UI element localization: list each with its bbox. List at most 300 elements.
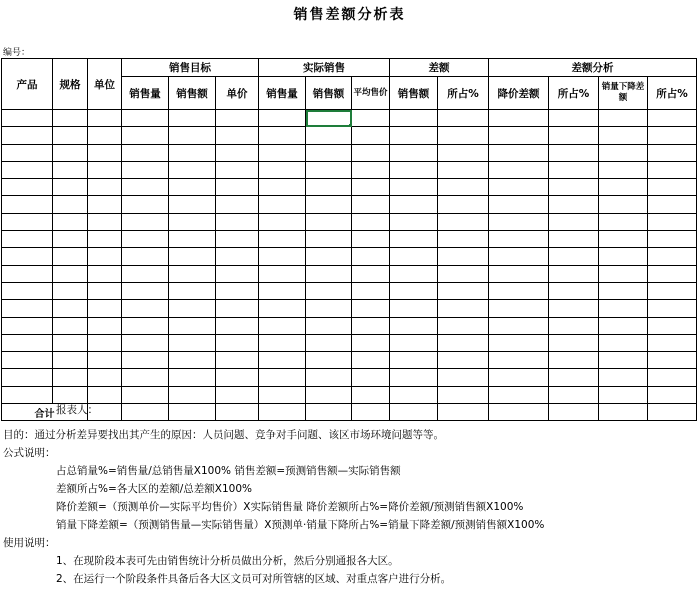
table-cell[interactable] [88, 300, 122, 317]
table-cell[interactable] [169, 282, 216, 299]
table-cell[interactable] [352, 369, 390, 386]
reporter-label: 报表人： [56, 404, 98, 416]
table-cell[interactable] [438, 317, 489, 334]
table-cell[interactable] [599, 231, 648, 248]
table-cell[interactable] [648, 161, 697, 178]
table-cell[interactable] [390, 352, 438, 369]
table-cell[interactable] [216, 248, 259, 265]
table-cell[interactable] [549, 110, 599, 127]
table-cell[interactable] [216, 161, 259, 178]
table-row [2, 213, 697, 230]
table-cell[interactable] [122, 317, 169, 334]
table-cell[interactable] [122, 144, 169, 161]
table-cell[interactable] [549, 282, 599, 299]
table-cell[interactable] [169, 334, 216, 351]
table-cell[interactable] [88, 231, 122, 248]
table-cell[interactable] [259, 317, 306, 334]
table-cell[interactable] [306, 161, 352, 178]
table-cell[interactable] [259, 300, 306, 317]
table-cell[interactable] [306, 265, 352, 282]
table-cell[interactable] [2, 196, 53, 213]
header-volume-drop[interactable]: 销量下降差额 [599, 77, 648, 110]
table-cell[interactable] [549, 334, 599, 351]
table-cell[interactable] [216, 282, 259, 299]
header-group-analysis[interactable]: 差额分析 [489, 59, 697, 77]
table-cell[interactable] [648, 213, 697, 230]
table-cell[interactable] [2, 282, 53, 299]
table-cell[interactable] [259, 213, 306, 230]
table-cell[interactable] [599, 144, 648, 161]
header-product[interactable]: 产品 [2, 59, 53, 110]
table-cell[interactable] [122, 213, 169, 230]
table-cell[interactable] [259, 231, 306, 248]
table-cell[interactable] [489, 386, 549, 403]
table-cell[interactable] [216, 265, 259, 282]
table-cell[interactable] [438, 161, 489, 178]
table-cell[interactable] [169, 248, 216, 265]
table-cell[interactable] [306, 248, 352, 265]
table-cell[interactable] [599, 179, 648, 196]
table-cell[interactable] [216, 386, 259, 403]
table-cell[interactable] [88, 144, 122, 161]
table-cell[interactable] [599, 127, 648, 144]
table-cell[interactable] [390, 231, 438, 248]
table-cell[interactable] [489, 317, 549, 334]
table-cell[interactable] [438, 248, 489, 265]
table-cell[interactable] [390, 127, 438, 144]
table-cell[interactable] [352, 127, 390, 144]
table-cell[interactable] [306, 127, 352, 144]
table-cell[interactable] [122, 369, 169, 386]
table-cell[interactable] [122, 161, 169, 178]
table-cell[interactable] [306, 386, 352, 403]
table-cell[interactable] [489, 161, 549, 178]
table-cell[interactable] [549, 352, 599, 369]
table-cell[interactable] [438, 404, 489, 421]
table-cell[interactable] [259, 386, 306, 403]
table-cell[interactable] [122, 127, 169, 144]
table-cell[interactable] [438, 369, 489, 386]
table-cell[interactable] [648, 265, 697, 282]
table-cell[interactable] [169, 213, 216, 230]
table-cell[interactable] [352, 231, 390, 248]
table-cell[interactable] [2, 352, 53, 369]
table-cell[interactable] [306, 334, 352, 351]
table-cell[interactable] [390, 282, 438, 299]
header-actual-amount[interactable]: 销售额 [306, 77, 352, 110]
table-cell[interactable] [352, 282, 390, 299]
table-cell[interactable] [489, 248, 549, 265]
total-label[interactable]: 合计 [2, 404, 88, 421]
table-cell[interactable] [88, 161, 122, 178]
table-cell[interactable] [216, 404, 259, 421]
table-cell[interactable] [599, 213, 648, 230]
table-cell[interactable] [599, 282, 648, 299]
table-cell[interactable] [122, 352, 169, 369]
table-cell[interactable] [306, 213, 352, 230]
table-cell[interactable] [53, 369, 88, 386]
table-cell[interactable] [438, 144, 489, 161]
table-cell[interactable] [549, 144, 599, 161]
table-cell[interactable] [306, 352, 352, 369]
table-cell[interactable] [438, 334, 489, 351]
table-cell[interactable] [648, 404, 697, 421]
table-cell[interactable] [2, 317, 53, 334]
table-cell[interactable] [489, 404, 549, 421]
table-cell[interactable] [438, 196, 489, 213]
header-group-diff[interactable]: 差额 [390, 59, 489, 77]
table-cell[interactable] [390, 265, 438, 282]
formula-line: 占总销量%=销售量/总销售量X100% 销售差额=预测销售额—实际销售额 [56, 465, 401, 477]
table-cell[interactable] [216, 231, 259, 248]
table-cell[interactable] [599, 110, 648, 127]
table-cell[interactable] [88, 127, 122, 144]
table-cell[interactable] [352, 161, 390, 178]
table-cell[interactable] [259, 248, 306, 265]
table-cell[interactable] [122, 404, 169, 421]
table-cell[interactable] [438, 352, 489, 369]
table-cell[interactable] [259, 334, 306, 351]
table-cell[interactable] [169, 265, 216, 282]
table-row [2, 161, 697, 178]
header-volume-drop-pct[interactable]: 所占% [648, 77, 697, 110]
table-cell[interactable] [352, 179, 390, 196]
table-cell[interactable] [2, 110, 53, 127]
table-cell[interactable] [216, 369, 259, 386]
table-cell[interactable] [259, 144, 306, 161]
table-cell[interactable] [169, 404, 216, 421]
table-cell[interactable] [53, 317, 88, 334]
table-cell[interactable] [489, 369, 549, 386]
table-cell[interactable] [169, 144, 216, 161]
table-cell[interactable] [306, 231, 352, 248]
table-cell[interactable] [122, 334, 169, 351]
table-cell[interactable] [53, 110, 88, 127]
table-cell[interactable] [306, 317, 352, 334]
table-cell[interactable] [390, 213, 438, 230]
header-actual-qty[interactable]: 销售量 [259, 77, 306, 110]
table-cell[interactable] [306, 144, 352, 161]
table-cell[interactable] [88, 282, 122, 299]
table-cell[interactable] [599, 404, 648, 421]
table-cell[interactable] [599, 334, 648, 351]
table-cell[interactable] [352, 300, 390, 317]
table-cell[interactable] [352, 404, 390, 421]
table-cell[interactable] [259, 352, 306, 369]
table-row [2, 248, 697, 265]
table-cell[interactable] [390, 386, 438, 403]
serial-number-label: 编号： [3, 48, 31, 58]
header-group-target[interactable]: 销售目标 [122, 59, 259, 77]
table-cell[interactable] [88, 196, 122, 213]
table-cell[interactable] [306, 369, 352, 386]
table-cell[interactable] [169, 231, 216, 248]
table-cell[interactable] [216, 352, 259, 369]
table-cell[interactable] [2, 265, 53, 282]
table-cell[interactable] [549, 179, 599, 196]
table-cell[interactable] [438, 282, 489, 299]
table-cell[interactable] [599, 161, 648, 178]
table-cell[interactable] [122, 231, 169, 248]
table-cell[interactable] [599, 248, 648, 265]
header-avg-price[interactable]: 平均售价 [352, 77, 390, 110]
table-cell[interactable] [489, 282, 549, 299]
header-unit[interactable]: 单位 [88, 59, 122, 110]
table-cell[interactable] [169, 386, 216, 403]
table-cell[interactable] [549, 196, 599, 213]
table-row [2, 282, 697, 299]
header-target-amount[interactable]: 销售额 [169, 77, 216, 110]
table-cell[interactable] [169, 161, 216, 178]
table-cell[interactable] [2, 386, 53, 403]
table-cell[interactable] [216, 127, 259, 144]
table-cell[interactable] [53, 213, 88, 230]
table-cell[interactable] [122, 196, 169, 213]
table-cell[interactable] [599, 300, 648, 317]
table-cell[interactable] [549, 231, 599, 248]
table-cell[interactable] [2, 213, 53, 230]
table-cell[interactable] [352, 265, 390, 282]
table-cell[interactable] [352, 144, 390, 161]
table-cell[interactable] [390, 161, 438, 178]
table-cell[interactable] [259, 161, 306, 178]
table-cell[interactable] [390, 369, 438, 386]
table-cell[interactable] [489, 300, 549, 317]
table-cell[interactable] [216, 196, 259, 213]
table-cell[interactable] [599, 386, 648, 403]
table-cell[interactable] [53, 282, 88, 299]
table-cell[interactable] [489, 231, 549, 248]
table-cell[interactable] [390, 179, 438, 196]
table-cell[interactable] [352, 317, 390, 334]
table-cell[interactable] [352, 386, 390, 403]
table-cell[interactable] [88, 334, 122, 351]
table-cell[interactable] [648, 196, 697, 213]
header-price-drop-pct[interactable]: 所占% [549, 77, 599, 110]
header-diff-pct[interactable]: 所占% [438, 77, 489, 110]
table-row [2, 179, 697, 196]
table-cell[interactable] [438, 231, 489, 248]
table-cell[interactable] [489, 196, 549, 213]
table-cell[interactable] [648, 300, 697, 317]
table-cell[interactable] [122, 248, 169, 265]
header-target-qty[interactable]: 销售量 [122, 77, 169, 110]
table-cell[interactable] [489, 144, 549, 161]
table-cell[interactable] [88, 386, 122, 403]
table-row [2, 144, 697, 161]
table-cell[interactable] [306, 300, 352, 317]
table-cell[interactable] [53, 300, 88, 317]
table-cell[interactable] [169, 352, 216, 369]
table-cell[interactable] [88, 248, 122, 265]
table-cell[interactable] [122, 265, 169, 282]
table-cell[interactable] [88, 110, 122, 127]
table-cell[interactable] [489, 334, 549, 351]
table-cell[interactable] [438, 213, 489, 230]
table-cell[interactable] [549, 369, 599, 386]
header-price-drop-diff[interactable]: 降价差额 [489, 77, 549, 110]
table-cell[interactable] [489, 265, 549, 282]
table-cell[interactable] [438, 127, 489, 144]
table-cell[interactable] [216, 300, 259, 317]
table-cell[interactable] [648, 127, 697, 144]
table-cell[interactable] [648, 144, 697, 161]
header-spec[interactable]: 规格 [53, 59, 88, 110]
table-cell[interactable] [88, 179, 122, 196]
table-cell[interactable] [390, 317, 438, 334]
table-cell[interactable] [53, 231, 88, 248]
table-cell[interactable] [259, 265, 306, 282]
table-cell[interactable] [648, 179, 697, 196]
table-cell[interactable] [169, 110, 216, 127]
table-cell[interactable] [169, 179, 216, 196]
table-cell[interactable] [88, 213, 122, 230]
table-cell[interactable] [549, 386, 599, 403]
table-cell[interactable] [2, 248, 53, 265]
table-cell[interactable] [259, 127, 306, 144]
table-cell[interactable] [489, 179, 549, 196]
table-cell[interactable] [259, 282, 306, 299]
table-cell[interactable] [2, 369, 53, 386]
table-cell[interactable] [169, 369, 216, 386]
table-cell[interactable] [53, 144, 88, 161]
table-row [2, 317, 697, 334]
table-cell[interactable] [53, 161, 88, 178]
table-cell[interactable] [352, 352, 390, 369]
table-cell[interactable] [2, 179, 53, 196]
table-cell[interactable] [306, 404, 352, 421]
table-cell[interactable] [122, 282, 169, 299]
table-cell[interactable] [599, 196, 648, 213]
table-cell[interactable] [216, 144, 259, 161]
table-cell[interactable] [599, 265, 648, 282]
table-cell[interactable] [216, 317, 259, 334]
table-cell[interactable] [352, 110, 390, 127]
table-cell[interactable] [122, 386, 169, 403]
table-cell[interactable] [306, 110, 352, 127]
table-cell[interactable] [438, 110, 489, 127]
table-cell[interactable] [390, 334, 438, 351]
table-cell[interactable] [2, 300, 53, 317]
table-cell[interactable] [53, 334, 88, 351]
table-cell[interactable] [352, 213, 390, 230]
table-cell[interactable] [122, 110, 169, 127]
table-cell[interactable] [306, 282, 352, 299]
table-cell[interactable] [53, 352, 88, 369]
table-cell[interactable] [169, 317, 216, 334]
table-cell[interactable] [53, 386, 88, 403]
table-cell[interactable] [599, 369, 648, 386]
table-cell[interactable] [549, 213, 599, 230]
table-cell[interactable] [648, 231, 697, 248]
table-cell[interactable] [352, 334, 390, 351]
table-cell[interactable] [549, 300, 599, 317]
table-cell[interactable] [216, 213, 259, 230]
table-cell[interactable] [390, 196, 438, 213]
table-cell[interactable] [648, 317, 697, 334]
table-cell[interactable] [306, 196, 352, 213]
table-cell[interactable] [648, 248, 697, 265]
table-cell[interactable] [169, 300, 216, 317]
table-cell[interactable] [2, 161, 53, 178]
table-cell[interactable] [88, 352, 122, 369]
table-cell[interactable] [549, 248, 599, 265]
table-cell[interactable] [53, 196, 88, 213]
table-cell[interactable] [259, 179, 306, 196]
table-cell[interactable] [599, 317, 648, 334]
table-cell[interactable] [599, 352, 648, 369]
header-group-actual[interactable]: 实际销售 [259, 59, 390, 77]
sales-variance-table [1, 58, 697, 421]
table-cell[interactable] [390, 110, 438, 127]
table-cell[interactable] [648, 334, 697, 351]
formula-title: 公式说明： [3, 447, 56, 459]
header-diff-amount[interactable]: 销售额 [390, 77, 438, 110]
table-cell[interactable] [549, 317, 599, 334]
table-cell[interactable] [648, 369, 697, 386]
table-cell[interactable] [122, 179, 169, 196]
table-cell[interactable] [122, 300, 169, 317]
table-cell[interactable] [489, 110, 549, 127]
table-cell[interactable] [549, 404, 599, 421]
table-cell[interactable] [648, 352, 697, 369]
table-cell[interactable] [648, 110, 697, 127]
header-target-price[interactable]: 单价 [216, 77, 259, 110]
table-cell[interactable] [2, 231, 53, 248]
table-cell[interactable] [438, 386, 489, 403]
table-cell[interactable] [169, 196, 216, 213]
table-cell[interactable] [259, 369, 306, 386]
table-cell[interactable] [216, 179, 259, 196]
table-cell[interactable] [438, 265, 489, 282]
table-cell[interactable] [259, 404, 306, 421]
table-cell[interactable] [390, 404, 438, 421]
table-cell[interactable] [88, 369, 122, 386]
table-cell[interactable] [352, 196, 390, 213]
table-cell[interactable] [648, 282, 697, 299]
table-cell[interactable] [352, 248, 390, 265]
table-cell[interactable] [2, 127, 53, 144]
table-cell[interactable] [390, 144, 438, 161]
table-cell[interactable] [259, 110, 306, 127]
table-cell[interactable] [53, 179, 88, 196]
table-cell[interactable] [2, 334, 53, 351]
table-cell[interactable] [390, 248, 438, 265]
table-cell[interactable] [306, 179, 352, 196]
table-cell[interactable] [648, 386, 697, 403]
table-cell[interactable] [88, 317, 122, 334]
table-cell[interactable] [438, 300, 489, 317]
table-cell[interactable] [88, 265, 122, 282]
table-cell[interactable] [489, 127, 549, 144]
table-cell[interactable] [169, 127, 216, 144]
table-cell[interactable] [216, 110, 259, 127]
table-cell[interactable] [2, 144, 53, 161]
table-cell[interactable] [489, 352, 549, 369]
table-cell[interactable] [489, 213, 549, 230]
table-cell[interactable] [549, 161, 599, 178]
formula-line: 降价差额=（预测单价—实际平均售价）X实际销售量 降价差额所占%=降价差额/预测销售额X100% [56, 501, 524, 513]
table-cell[interactable] [390, 300, 438, 317]
table-cell[interactable] [438, 179, 489, 196]
table-cell[interactable] [259, 196, 306, 213]
table-cell[interactable] [549, 265, 599, 282]
table-cell[interactable] [53, 248, 88, 265]
table-cell[interactable] [53, 265, 88, 282]
table-cell[interactable] [53, 127, 88, 144]
table-cell[interactable] [216, 334, 259, 351]
table-cell[interactable] [549, 127, 599, 144]
